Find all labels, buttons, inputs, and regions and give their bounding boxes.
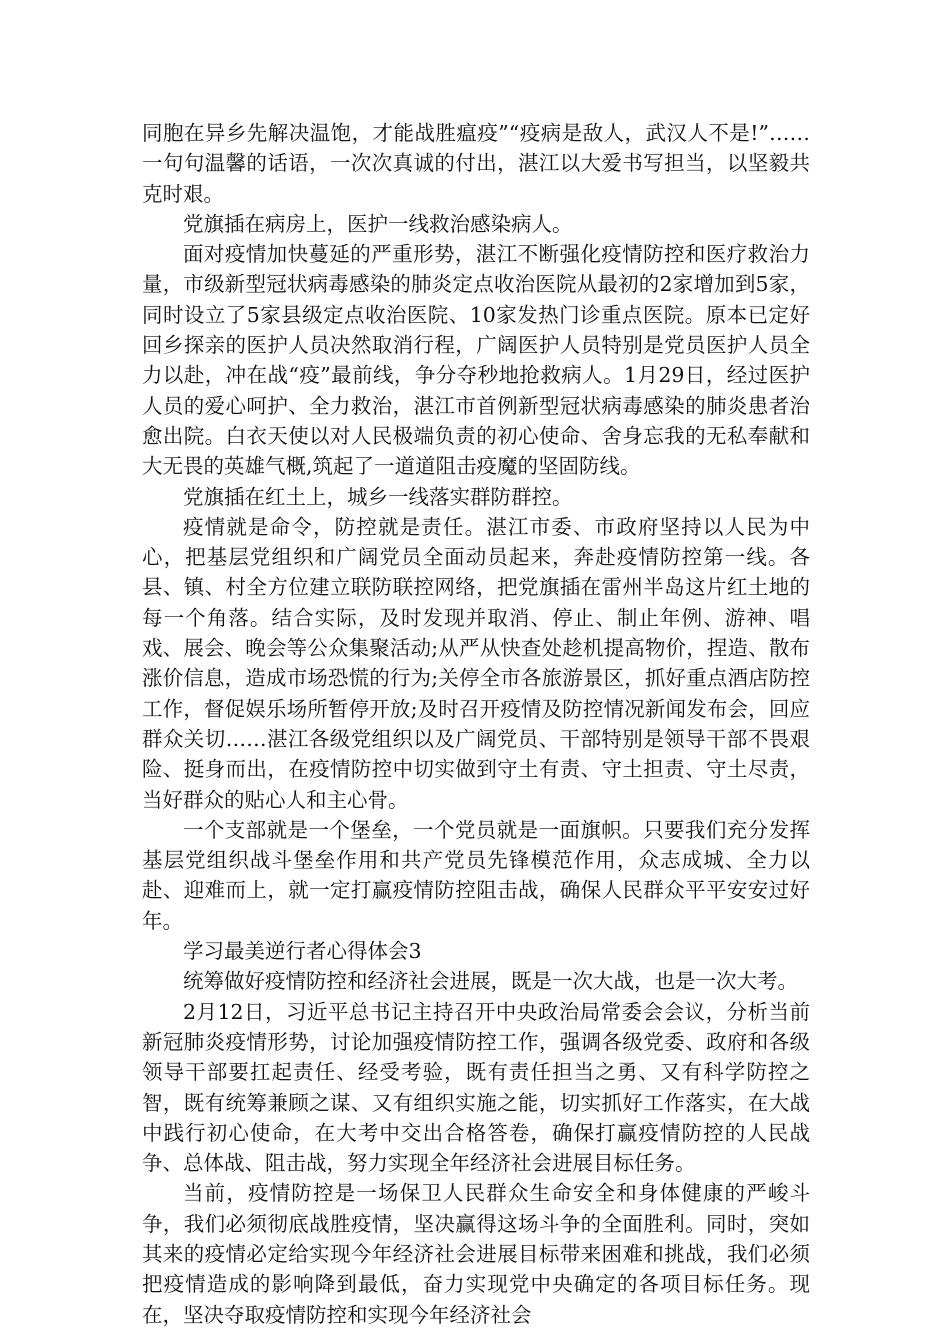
paragraph-branch: 一个支部就是一个堡垒，一个党员就是一面旗帜。只要我们充分发挥基层党组织战斗堡垒作用和共产党员先锋模范作用，众志成城、全力以赴、迎难而上，就一定打赢疫情防控阻击战，确保人民群众平平安安过好年。 bbox=[142, 817, 810, 933]
paragraph-overview: 统筹做好疫情防控和经济社会进展，既是一次大战，也是一次大考。 bbox=[183, 969, 798, 994]
paragraph-prevention: 疫情就是命令，防控就是责任。湛江市委、市政府坚持以人民为中心，把基层党组织和广阔党员全面动员起来，奔赴疫情防控第一线。各县、镇、村全方位建立联防联控网络，把党旗插在雷州半岛这片红土地的每一个角落。结合实际，及时发现并取消、停止、制止年例、游神、唱戏、展会、晚会等公众集聚活动;从严从快查处趁机提高物价，捏造、散布涨价信息，造成市场恐慌的行为;关停全市各旅游景区，抓好重点酒店防控工作，督促娱乐场所暂停开放;及时召开疫情及防控情况新闻发布会，回应群众关切……湛江各级党组织以及广阔党员、干部特别是领导干部不畏艰险、挺身而出，在疫情防控中切实做到守土有责、守土担责、守土尽责，当好群众的贴心人和主心骨。 bbox=[142, 514, 810, 812]
document-body bbox=[142, 118, 810, 1330]
paragraph-meeting: 2月12日，习近平总书记主持召开中央政治局常委会会议，分析当前新冠肺炎疫情形势，讨论加强疫情防控工作，强调各级党委、政府和各级领导干部要扛起责任、经受考验，既有责任担当之勇、又有科学防控之智，既有统筹兼顾之谋、又有组织实施之能，切实抓好工作落实，在大战中践行初心使命，在大考中交出合格答卷，确保打赢疫情防控的人民战争、总体战、阻击战，努力实现全年经济社会进展目标任务。 bbox=[142, 999, 810, 1176]
paragraph-medical: 面对疫情加快蔓延的严重形势，湛江不断强化疫情防控和医疗救治力量，市级新型冠状病毒感染的肺炎定点收治医院从最初的2家增加到5家，同时设立了5家县级定点收治医院、10家发热门诊重点医院。原本已定好回乡探亲的医护人员决然取消行程，广阔医护人员特别是党员医护人员全力以赴，冲在战“疫”最前线，争分夺秒地抢救病人。1月29日，经过医护人员的爱心呵护、全力救治，湛江市首例新型冠状病毒感染的肺炎患者治愈出院。白衣天使以对人民极端负责的初心使命、舍身忘我的无私奉献和大无畏的英雄气概,筑起了一道道阻击疫魔的坚固防线。 bbox=[142, 242, 810, 479]
paragraph-continued: 同胞在异乡先解决温饱，才能战胜瘟疫”“疫病是敌人，武汉人不是!”……一句句温馨的话语，一次次真诚的付出，湛江以大爱书写担当，以坚毅共克时艰。 bbox=[142, 121, 810, 206]
section-heading-red-soil: 党旗插在红土上，城乡一线落实群防群控。 bbox=[183, 484, 573, 509]
section-title-3: 学习最美逆行者心得体会3 bbox=[183, 939, 422, 964]
section-heading-ward: 党旗插在病房上，医护一线救治感染病人。 bbox=[183, 211, 573, 236]
paragraph-current: 当前，疫情防控是一场保卫人民群众生命安全和身体健康的严峻斗争，我们必须彻底战胜疫情，坚决赢得这场斗争的全面胜利。同时，突如其来的疫情必定给实现今年经济社会进展目标带来困难和挑战，我们必须把疫情造成的影响降到最低，奋力实现党中央确定的各项目标任务。现在，坚决夺取疫情防控和实现今年经济社会 bbox=[142, 1181, 810, 1327]
